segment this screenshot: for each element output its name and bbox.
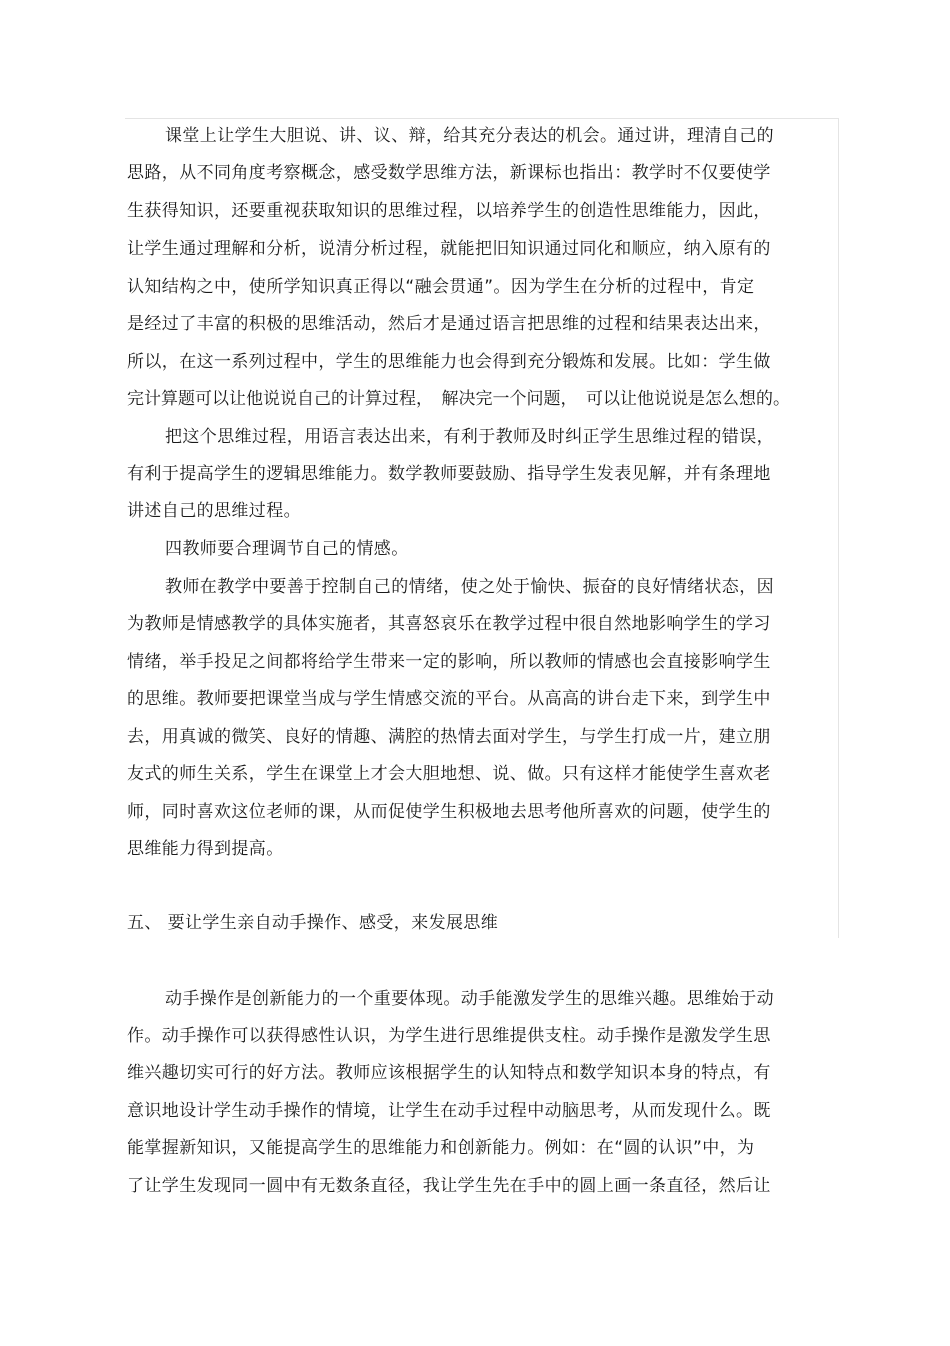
text-line-11: 讲述自己的思维过程。 <box>127 501 301 521</box>
text-line-14: 为教师是情感教学的具体实施者，其喜怒哀乐在教学过程中很自然地影响学生的学习 <box>127 614 771 634</box>
text-line-19: 师，同时喜欢这位老师的课，从而促使学生积极地去思考他所喜欢的问题，使学生的 <box>127 802 771 822</box>
page-frame-right-border <box>838 118 839 938</box>
text-line-4: 让学生通过理解和分析，说清分析过程，就能把旧知识通过同化和顺应，纳入原有的 <box>127 239 771 259</box>
text-line-8: 完计算题可以让他说说自己的计算过程， 解决完一个问题， 可以让他说说是怎么想的。 <box>127 389 790 409</box>
text-line-27: 了让学生发现同一圆中有无数条直径，我让学生先在手中的圆上画一条直径，然后让 <box>127 1176 771 1196</box>
text-line-26: 能掌握新知识，又能提高学生的思维能力和创新能力。例如：在“圆的认识”中，为 <box>127 1138 755 1158</box>
text-line-6: 是经过了丰富的积极的思维活动，然后才是通过语言把思维的过程和结果表达出来， <box>127 314 771 334</box>
section-heading-5: 五、 要让学生亲自动手操作、感受，来发展思维 <box>127 913 499 933</box>
text-line-24: 维兴趣切实可行的好方法。教师应该根据学生的认知特点和数学知识本身的特点，有 <box>127 1063 771 1083</box>
text-line-9: 把这个思维过程，用语言表达出来，有利于教师及时纠正学生思维过程的错误， <box>165 427 774 447</box>
text-line-16: 的思维。教师要把课堂当成与学生情感交流的平台。从高高的讲台走下来，到学生中 <box>127 689 771 709</box>
text-line-17: 去，用真诚的微笑、良好的情趣、满腔的热情去面对学生，与学生打成一片，建立朋 <box>127 727 771 747</box>
text-line-15: 情绪，举手投足之间都将给学生带来一定的影响，所以教师的情感也会直接影响学生 <box>127 652 771 672</box>
section-heading-4: 四教师要合理调节自己的情感。 <box>165 539 409 559</box>
text-line-18: 友式的师生关系，学生在课堂上才会大胆地想、说、做。只有这样才能使学生喜欢老 <box>127 764 771 784</box>
text-line-3: 生获得知识，还要重视获取知识的思维过程，以培养学生的创造性思维能力，因此， <box>127 201 771 221</box>
page-frame-top-border <box>125 118 838 119</box>
text-line-2: 思路，从不同角度考察概念，感受数学思维方法，新课标也指出：教学时不仅要使学 <box>127 163 771 183</box>
text-line-22: 动手操作是创新能力的一个重要体现。动手能激发学生的思维兴趣。思维始于动 <box>165 989 774 1009</box>
text-line-20: 思维能力得到提高。 <box>127 839 284 859</box>
text-line-23: 作。动手操作可以获得感性认识，为学生进行思维提供支柱。动手操作是激发学生思 <box>127 1026 771 1046</box>
text-line-5: 认知结构之中，使所学知识真正得以“融会贯通”。因为学生在分析的过程中，肯定 <box>127 277 755 297</box>
text-line-25: 意识地设计学生动手操作的情境，让学生在动手过程中动脑思考，从而发现什么。既 <box>127 1101 771 1121</box>
text-line-7: 所以，在这一系列过程中，学生的思维能力也会得到充分锻炼和发展。比如：学生做 <box>127 352 771 372</box>
text-line-10: 有利于提高学生的逻辑思维能力。数学教师要鼓励、指导学生发表见解，并有条理地 <box>127 464 771 484</box>
text-line-13: 教师在教学中要善于控制自己的情绪，使之处于愉快、振奋的良好情绪状态，因 <box>165 577 774 597</box>
text-line-1: 课堂上让学生大胆说、讲、议、辩，给其充分表达的机会。通过讲，理清自己的 <box>165 126 774 146</box>
